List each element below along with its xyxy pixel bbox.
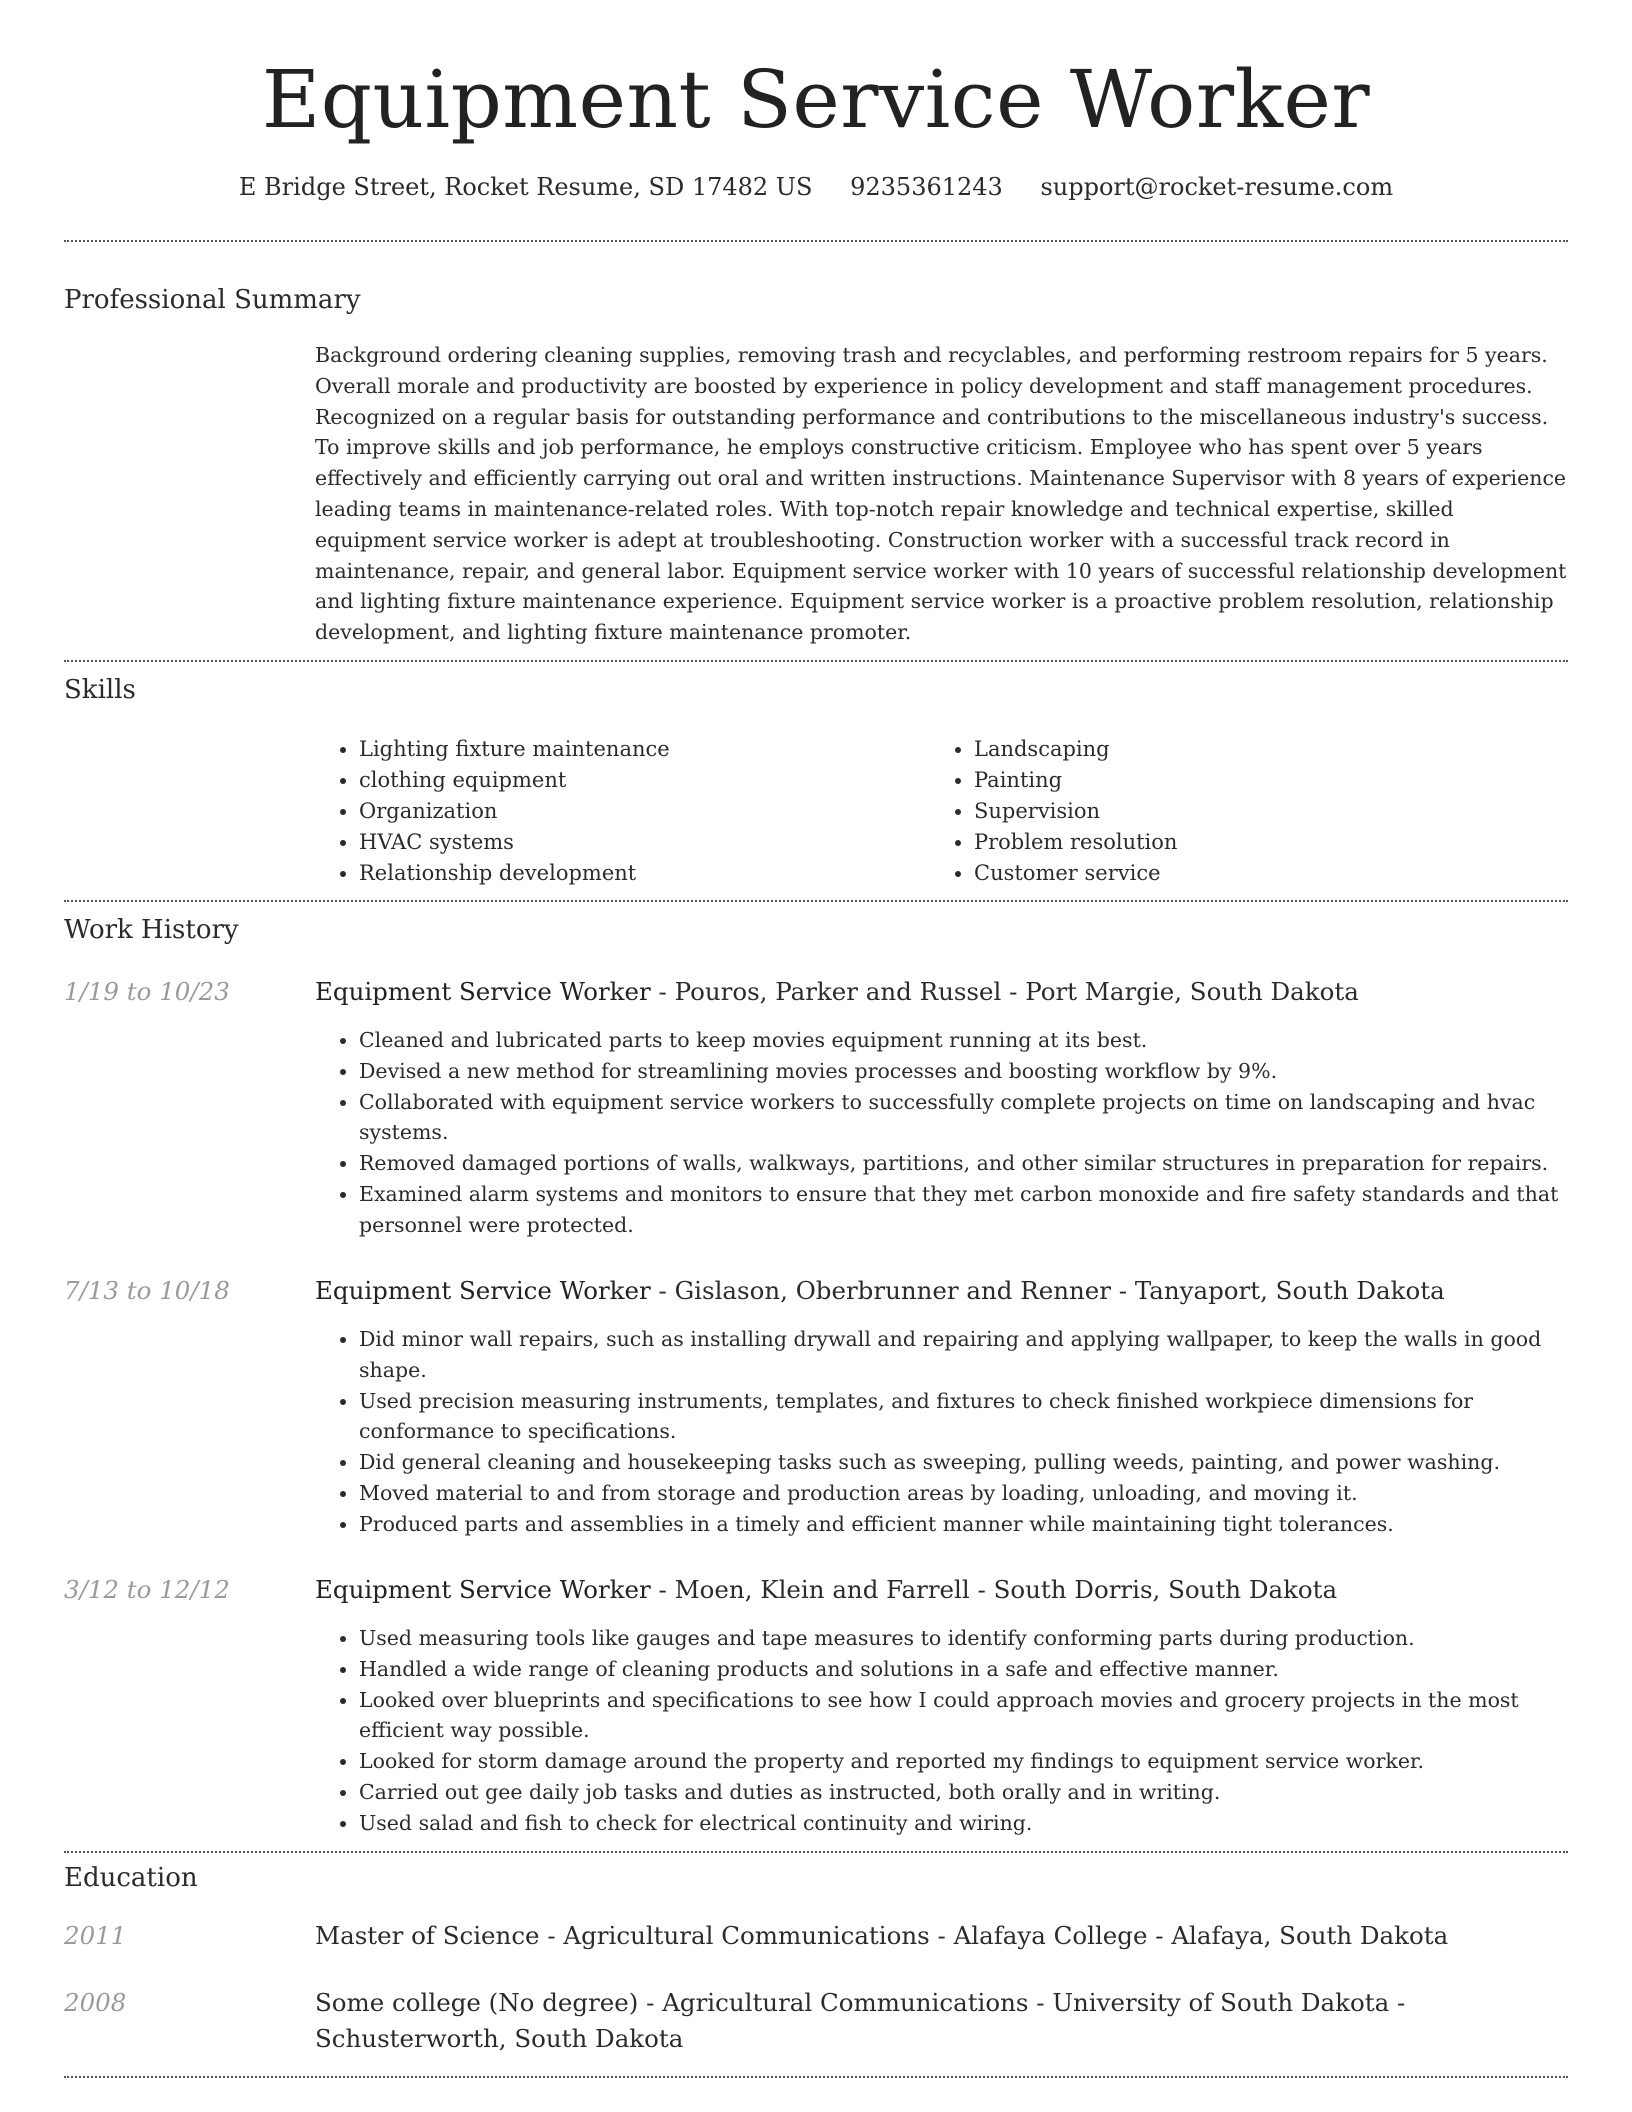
job-bullet: • Looked over blueprints and specifications to see how I could approach movies and grocery projects in the most efficient way possible.	[359, 1685, 1569, 1747]
divider	[64, 900, 1568, 902]
education-field: Agricultural Communications	[662, 1988, 1029, 2017]
skill-item: • Lighting fixture maintenance	[359, 734, 670, 765]
section-title-education: Education	[64, 1863, 198, 1893]
section-title-summary: Professional Summary	[64, 285, 361, 315]
job-bullet: • Collaborated with equipment service workers to successfully complete projects on time on landscaping and hvac systems.	[359, 1087, 1569, 1149]
job-bullet: • Carried out gee daily job tasks and duties as instructed, both orally and in writing.	[359, 1777, 1569, 1808]
job-bullets	[315, 1623, 1569, 1839]
job-bullet: • Examined alarm systems and monitors to ensure that they met carbon monoxide and fire safety standards and that personnel were protected.	[359, 1179, 1569, 1241]
job-bullets	[315, 1324, 1569, 1540]
job-bullet: • Did minor wall repairs, such as installing drywall and repairing and applying wallpaper, to keep the walls in good shape.	[359, 1324, 1569, 1386]
skill-item: • Problem resolution	[974, 827, 1177, 858]
skill-item: • Landscaping	[974, 734, 1177, 765]
job-dates: 7/13 to 10/18	[64, 1276, 230, 1305]
job-company: Moen, Klein and Farrell	[674, 1575, 970, 1604]
job-bullets	[315, 1025, 1569, 1241]
skill-item: • clothing equipment	[359, 765, 670, 796]
education-field: Agricultural Communications	[563, 1921, 930, 1950]
job-location: Port Margie, South Dakota	[1025, 977, 1359, 1006]
education-entry: Some college (No degree) - Agricultural Communications - University of South Dakota - Schusterworth, South Dakota	[315, 1988, 1406, 2053]
skills-column-2	[930, 734, 1177, 889]
job-bullet: • Devised a new method for streamlining movies processes and boosting workflow by 9%.	[359, 1056, 1569, 1087]
job-company: Pouros, Parker and Russel	[674, 977, 1002, 1006]
job-heading: Equipment Service Worker - Moen, Klein and Farrell - South Dorris, South Dakota	[315, 1575, 1338, 1604]
education-location: Schusterworth, South Dakota	[315, 2024, 684, 2053]
job-company: Gislason, Oberbrunner and Renner	[674, 1276, 1111, 1305]
education-school: Alafaya College	[953, 1921, 1148, 1950]
education-year: 2011	[64, 1921, 127, 1950]
job-bullet: • Used measuring tools like gauges and tape measures to identify conforming parts during production.	[359, 1623, 1569, 1654]
job-location: South Dorris, South Dakota	[993, 1575, 1338, 1604]
summary-text: Background ordering cleaning supplies, removing trash and recyclables, and performing restroom repairs for 5 years. Overall morale and productivity are boosted by experience in policy development and staff management procedures. Recognized on a regular basis for outstanding performance and contributions to the miscellaneous industry's success. To improve skills and job performance, he employs constructive criticism. Employee who has spent over 5 years effectively and efficiently carrying out oral and written instructions. Maintenance Supervisor with 8 years of experience leading teams in maintenance-related roles. With top-notch repair knowledge and technical expertise, skilled equipment service worker is adept at troubleshooting. Construction worker with a successful track record in maintenance, repair, and general labor. Equipment service worker with 10 years of successful relationship development and lighting fixture maintenance experience. Equipment service worker is a proactive problem resolution, relationship development, and lighting fixture maintenance promoter.	[315, 343, 1567, 645]
section-title-skills: Skills	[64, 675, 136, 705]
education-degree: Some college (No degree)	[315, 1988, 639, 2017]
job-role: Equipment Service Worker	[315, 1276, 651, 1305]
education-degree: Master of Science	[315, 1921, 540, 1950]
contact-line	[64, 170, 1568, 204]
job-location: Tanyaport, South Dakota	[1134, 1276, 1445, 1305]
divider	[64, 2076, 1568, 2078]
contact-phone: 9235361243	[850, 173, 1003, 201]
job-bullet: • Did general cleaning and housekeeping tasks such as sweeping, pulling weeds, painting, and power washing.	[359, 1447, 1569, 1478]
job-bullet: • Used salad and fish to check for electrical continuity and wiring.	[359, 1808, 1569, 1839]
job-bullet: • Produced parts and assemblies in a timely and efficient manner while maintaining tight tolerances.	[359, 1509, 1569, 1540]
skill-item: • Customer service	[974, 858, 1177, 889]
job-bullet: • Handled a wide range of cleaning products and solutions in a safe and effective manner.	[359, 1654, 1569, 1685]
skill-item: • Painting	[974, 765, 1177, 796]
job-role: Equipment Service Worker	[315, 977, 651, 1006]
education-year: 2008	[64, 1988, 127, 2017]
divider	[64, 240, 1568, 242]
skill-item: • Supervision	[974, 796, 1177, 827]
education-entry: Master of Science - Agricultural Communications - Alafaya College - Alafaya, South Dakota	[315, 1921, 1449, 1950]
skill-item: • Relationship development	[359, 858, 670, 889]
education-location: Alafaya, South Dakota	[1171, 1921, 1449, 1950]
job-bullet: • Moved material to and from storage and production areas by loading, unloading, and moving it.	[359, 1478, 1569, 1509]
job-role: Equipment Service Worker	[315, 1575, 651, 1604]
job-dates: 1/19 to 10/23	[64, 977, 230, 1006]
education-school: University of South Dakota	[1052, 1988, 1390, 2017]
divider	[64, 1851, 1568, 1853]
contact-address: E Bridge Street, Rocket Resume, SD 17482 US	[238, 173, 813, 201]
divider	[64, 660, 1568, 662]
job-dates: 3/12 to 12/12	[64, 1575, 230, 1604]
job-heading: Equipment Service Worker - Gislason, Oberbrunner and Renner - Tanyaport, South Dakota	[315, 1276, 1445, 1305]
skills-column-1	[315, 734, 670, 889]
candidate-name: Equipment Service Worker	[261, 53, 1371, 146]
contact-email[interactable]: support@rocket-resume.com	[1040, 173, 1394, 201]
job-bullet: • Used precision measuring instruments, templates, and fixtures to check finished workpiece dimensions for conformance to specifications.	[359, 1386, 1569, 1448]
section-title-work: Work History	[64, 915, 239, 945]
job-bullet: • Removed damaged portions of walls, walkways, partitions, and other similar structures in preparation for repairs.	[359, 1148, 1569, 1179]
skill-item: • Organization	[359, 796, 670, 827]
skill-item: • HVAC systems	[359, 827, 670, 858]
job-bullet: • Cleaned and lubricated parts to keep movies equipment running at its best.	[359, 1025, 1569, 1056]
job-heading: Equipment Service Worker - Pouros, Parker and Russel - Port Margie, South Dakota	[315, 977, 1359, 1006]
job-bullet: • Looked for storm damage around the property and reported my findings to equipment service worker.	[359, 1746, 1569, 1777]
